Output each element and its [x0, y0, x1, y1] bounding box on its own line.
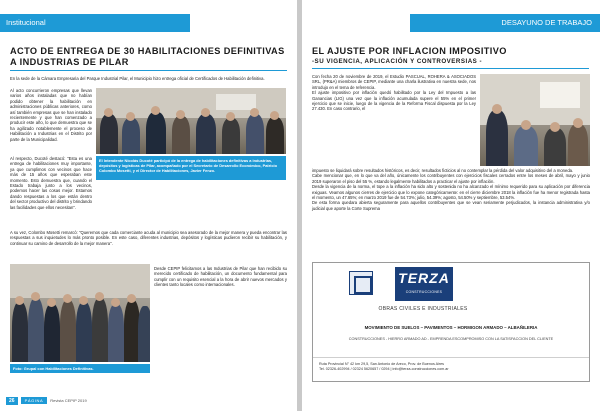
speaker-photo [480, 74, 590, 166]
article-col1 [10, 88, 92, 142]
paragraph: Desde la vigencia de la norma, el tope a la inflación ha sido alto y sostenida no ha alcanzado el mínimo requerido para su aplicación por diferencia exiguas. Veamos algunos cierres de ejercicio que lo expone categóricamente: en el cierre diciembre 2018 la inflación fue ha menor registrada hasta el momento, un 47.65%; en marzo 2019 fue de 54.73%; julio, 54.39%; agosto, 54.50% y septiembre, 53.54%. [312, 184, 590, 201]
ad-logo [395, 267, 453, 301]
building-icon [349, 271, 373, 295]
section-label: Institucional [0, 14, 190, 32]
right-page [302, 0, 600, 411]
article-intro: En la sede de la Cámara Empresaria del Parque Industrial Pilar, el Municipio hizo entrega oficial de Certificados de Habilitación definitiva. [10, 76, 265, 81]
ad-contact [313, 357, 589, 381]
article-full [312, 168, 590, 211]
article-headline: ACTO DE ENTREGA DE 30 HABILITACIONES DEFINITIVAS A INDUSTRIAS DE PILAR [10, 46, 285, 67]
article-col [312, 74, 476, 112]
ad-services: CONSTRUCCIONES - HIERRO ARMADO AD - EMPRENDA ESCOMPROMISO CON LA SATISFACCION DEL CLIENTE [348, 337, 554, 341]
page-footer [6, 396, 87, 405]
article-col1b [10, 156, 92, 210]
article-subhead: -SU VIGENCIA, APLICACIÓN Y CONTROVERSIAS - [312, 58, 483, 65]
photo-caption-bottom: Foto: Grupal con Habilitaciones Definitivas. [10, 364, 150, 373]
ad-address: Ruta Provincial N° 42 km 29,5, San Antonio de Areco, Prov. de Buenos Aires [319, 362, 445, 366]
ad-tagline: OBRAS CIVILES E INDUSTRIALES [378, 306, 468, 312]
group-photo-bottom [10, 264, 150, 362]
advertisement [312, 262, 590, 382]
paragraph: impuesto se liquidará sobre resultados históricos, es decir, resultados ficticios al no contemplar la pérdida del valor adquisitivo del a moneda. [312, 168, 574, 173]
paragraph: Cabe mencionar que, en lo que va del año, únicamente los contribuyentes con ejercicios fiscales cerrados entre los meses de abril, mayo y junio 2019 superaron el piso del 55 %, estando legalmente habilitados a practicar el ajuste por inflación. [312, 173, 590, 184]
photo-caption: El Intendente Nicolás Ducoté participó de la entrega de habilitaciones definitivas a industrias, depósitos y logísticas de Pilar, acompañado por el Secretario de Desarrollo Económico, Patricio Colombo Mosetti, y el Director de Habilitaciones, Javier Fenzo. [96, 156, 286, 180]
headline-rule [10, 70, 287, 71]
paragraph: Al acto concurrieron empresas que llevan varios años instaladas que no habían podido obtener la habilitación en administraciones públicas anteriores, como así también empresas que se han instalado recientemente y que han comenzado a producir este año, lo que demuestra que se ha agilizado notablemente el proceso de Habilitación a Industrias en el Distrito por parte de la Municipalidad. [10, 88, 92, 142]
ad-products: MOVIMIENTO DE SUELOS – PAVIMENTOS – HORMIGON ARMADO – ALBAÑILERIA [364, 325, 538, 330]
paragraph: De esta forma quedara abierta seguramente para aquellos contribuyentes que se vean seriamente perjudicados, la instancia administrativa y/o judicial que aporte la Corte Suprema [312, 200, 590, 211]
group-photo-top [96, 88, 286, 154]
left-page [0, 0, 297, 411]
ad-logo-sub: CONSTRUCCIONES [405, 290, 443, 294]
paragraph: Al respecto, Ducoté destacó: "Esta es una entrega de habilitaciones muy importante, ya que cumplimos con vecinos que hace más de 15 años que esperaban este momento. Esto demuestra que, cuando el Estado trabaja junto a los vecinos, podemos hacer las cosas mejor. Estamos dando respuestas a los que están dentro del sector productivo del distrito y brindando las facilidades que ellos necesitan". [10, 156, 92, 210]
page-word: PÁGINA [21, 397, 48, 404]
issue-label: Revista CEPIP 2019 [50, 398, 87, 403]
ad-logo-text: TERZA [398, 270, 450, 286]
paragraph: El ajuste impositivo por inflación quedó habilitado por la Ley del Impuesto a las Ganancias (LIG) una vez que la inflación acumulada supere el 55% en el primer ejercicio que se inicie, luego de la vigencia de la Reforma Fiscal dispuesta por la Ley 27.430. En caso contrario, el [312, 90, 476, 112]
paragraph: Con fecha 20 de noviembre de 2019, el Estudio PASCUAL, ROHERA & ASOCIADOS SRL, (PR&A) miembros de CEPIP, mediante una charla ilustrativa en nuestra sede, nos introdujo en el tema de referencia. [312, 74, 476, 90]
ad-phone[interactable]: Tel. 02326-402994 / 02324 5620657 / 0294 | info@terza-construcciones.com.ar [319, 367, 449, 371]
headline-rule [312, 68, 589, 69]
article-full: A su vez, Colombo Mosetti remarcó: "Queremos que cada comerciante acuda al municipio sea asesorado de la mejor manera y pueda encontrar las respuestas a sus inquietudes lo más pronto posible. En este caso, diferentes industrias, depósitos y logísticas pudieron recibir su habilitación, y continuar su camino de desarrollo de la mejor manera". [10, 230, 287, 246]
paragraph: Desde CEPIP felicitamos a las Industrias de Pilar que han recibido su merecido certificado de habilitación, un documento fundamental para cumplir con un requisito esencial a la hora de abrir nuevos mercados y clientes tanto locales como internacionales. [154, 266, 287, 288]
article-headline: EL AJUSTE POR INFLACION IMPOSITIVO [312, 46, 507, 56]
article-col2 [154, 266, 287, 288]
page-number: 26 [6, 397, 18, 405]
section-label: DESAYUNO DE TRABAJO [410, 14, 600, 32]
